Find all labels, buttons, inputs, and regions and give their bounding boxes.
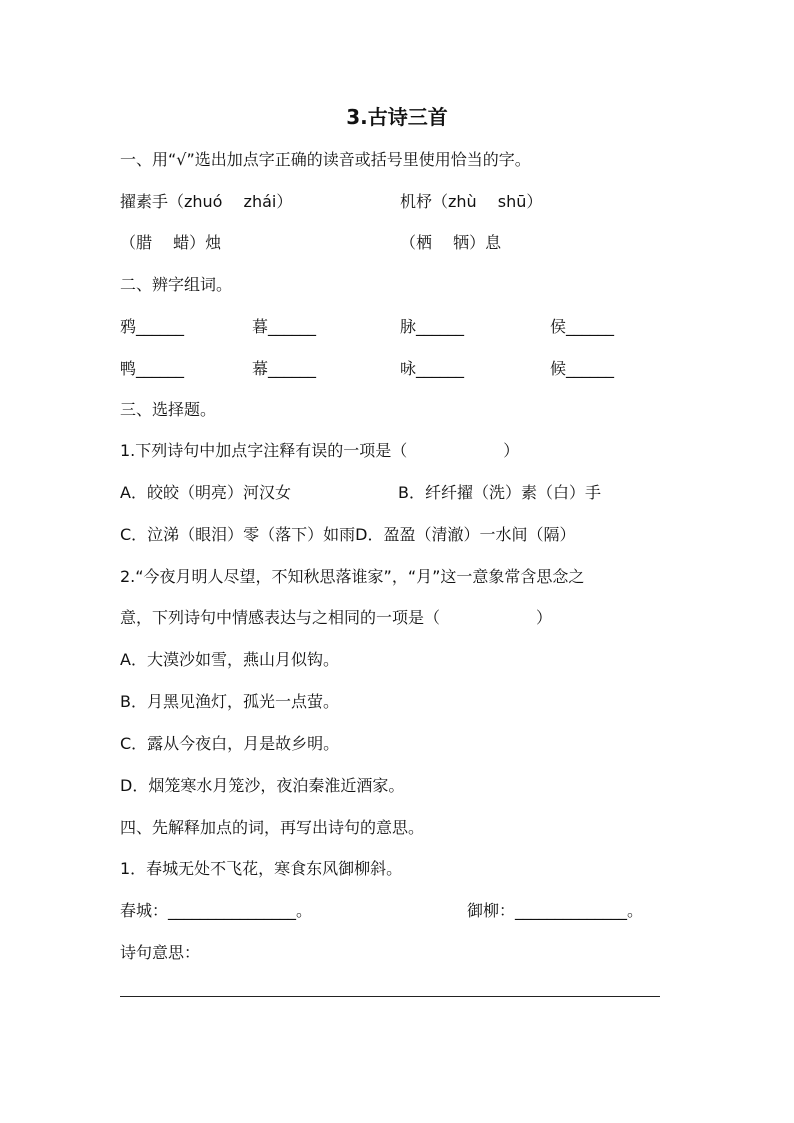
section4-heading: 四、先解释加点的词，再写出诗句的意思。: [120, 818, 425, 837]
section2-heading: 二、辨字组词。: [120, 275, 233, 294]
q2-option-c[interactable]: C．露从今夜白，月是故乡明。: [120, 734, 340, 753]
q1-option-b[interactable]: B．纤纤擢（洗）素（白）手: [398, 483, 601, 502]
q2-option-b[interactable]: B．月黑见渔灯，孤光一点萤。: [120, 692, 339, 711]
q1-stem: 1.下列诗句中加点字注释有误的一项是（ ）: [120, 441, 520, 460]
section3-heading: 三、选择题。: [120, 400, 217, 419]
q2-stem-line2: 意，下列诗句中情感表达与之相同的一项是（ ）: [120, 608, 553, 627]
q1-option-a[interactable]: A．皎皎（明亮）河汉女: [120, 483, 291, 502]
q2-option-d[interactable]: D．烟笼寒水月笼沙，夜泊秦淮近酒家。: [120, 776, 405, 795]
word-blank-4[interactable]: 侯______: [550, 317, 615, 336]
meaning-label: 诗句意思：: [120, 943, 201, 962]
q2-option-a[interactable]: A．大漠沙如雪，燕山月似钩。: [120, 650, 339, 669]
section1-item-4: （栖 牺）息: [400, 233, 502, 252]
q1-option-cd[interactable]: C．泣涕（眼泪）零（落下）如雨D．盈盈（清澈）一水间（隔）: [120, 525, 576, 544]
section1-item-3: （腊 蜡）烛: [120, 233, 222, 252]
section1-item-2: 机杼（zhù shū）: [400, 192, 543, 211]
word-blank-7[interactable]: 咏______: [400, 359, 465, 378]
q2-stem-line1: 2.“今夜月明人尽望，不知秋思落谁家”，“月”这一意象常含思念之: [120, 567, 585, 586]
word-explain-yuliu[interactable]: 御柳：______________。: [467, 901, 644, 920]
word-blank-1[interactable]: 鸦______: [120, 317, 185, 336]
word-blank-2[interactable]: 暮______: [252, 317, 317, 336]
section1-item-1: 擢素手（zhuó zhái）: [120, 192, 293, 211]
page-title: 3.古诗三首: [346, 105, 448, 129]
section4-q1: 1．春城无处不飞花，寒食东风御柳斜。: [120, 859, 403, 878]
word-blank-3[interactable]: 脉______: [400, 317, 465, 336]
meaning-answer-line[interactable]: [120, 996, 660, 997]
word-blank-8[interactable]: 候______: [550, 359, 615, 378]
word-explain-chuncheng[interactable]: 春城：________________。: [120, 901, 313, 920]
word-blank-5[interactable]: 鸭______: [120, 359, 185, 378]
word-blank-6[interactable]: 幕______: [252, 359, 317, 378]
section1-heading: 一、用“√”选出加点字正确的读音或括号里使用恰当的字。: [120, 150, 531, 169]
